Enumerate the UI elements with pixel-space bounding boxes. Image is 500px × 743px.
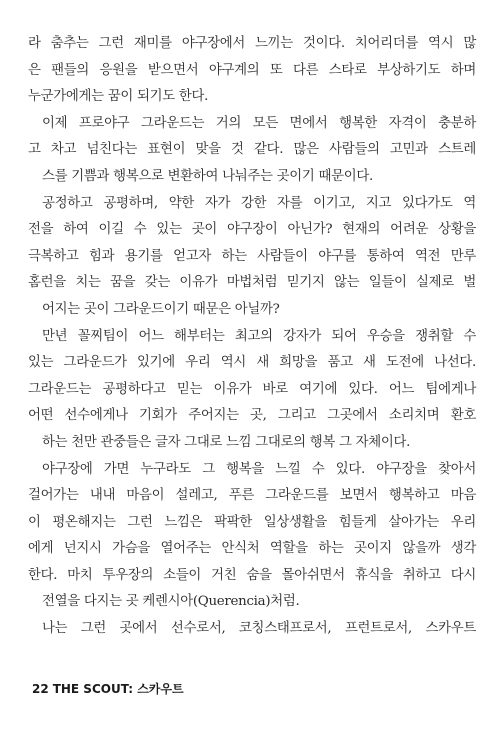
text-line: 라 춤추는 그런 재미를 야구장에서 느끼는 것이다. 치어리더를 역시 많 (28, 36, 476, 51)
paragraph (28, 616, 476, 643)
text-line: 어떤 선수에게나 기회가 주어지는 곳, 그리고 그곳에서 소리치며 환호 (28, 408, 476, 424)
text-line: 공정하고 공평하며, 약한 자가 강한 자를 이기고, 지고 있다가도 역 (42, 195, 476, 211)
text-line: 한다. 마치 투우장의 소들이 거친 숨을 몰아쉬면서 휴식을 취하고 다시 (28, 567, 476, 583)
text-line: 은 팬들의 응원을 받으면서 야구계의 또 다른 스타로 부상하기도 하며 (28, 62, 476, 78)
running-title: THE SCOUT: 스카우트 (52, 682, 184, 696)
paragraph (28, 111, 476, 191)
text-line: 걸어가는 내내 마음이 설레고, 푸른 그라운드를 보면서 행복하고 마음 (28, 488, 476, 504)
text-line: 만년 꼴찌팀이 어느 해부터는 최고의 강자가 되어 우승을 쟁취할 수 (42, 328, 476, 344)
paragraph (28, 324, 476, 457)
text-line: 그라운드는 공평하다고 믿는 이유가 바로 여기에 있다. 어느 팀에게나 (28, 381, 476, 397)
text-line: 어지는 곳이 그라운드이기 때문은 아닐까? (42, 301, 280, 317)
text-line: 하는 천만 관중들은 글자 그대로 느낌 그대로의 행복 그 자체이다. (42, 434, 411, 450)
text-line: 전열을 다지는 곳 케렌시아(Querencia)처럼. (42, 594, 300, 610)
text-line: 있는 그라운드가 있기에 우리 역시 새 희망을 품고 새 도전에 나선다. (28, 355, 476, 371)
text-line: 전을 하여 이길 수 있는 곳이 야구장이 아닌가? 현재의 어려운 상황을 (28, 222, 476, 238)
page-body (28, 31, 476, 643)
text-line: 이 평온해지는 그런 느낌은 팍팍한 일상생활을 힘들게 살아가는 우리 (28, 514, 476, 530)
text-line: 나는 그런 곳에서 선수로서, 코칭스태프로서, 프런트로서, 스카우트 (42, 621, 476, 637)
text-line: 극복하고 힘과 용기를 얻고자 하는 사람들이 야구를 통하여 역전 만루 (28, 248, 476, 264)
text-line: 이제 프로야구 그라운드는 거의 모든 면에서 행복한 자격이 충분하 (42, 115, 476, 131)
paragraph (28, 457, 476, 617)
text-line: 누군가에게는 꿈이 되기도 한다. (28, 89, 209, 105)
text-line: 스를 기쁨과 행복으로 변환하여 나눠주는 곳이기 때문이다. (42, 168, 373, 184)
text-line: 고 차고 넘친다는 표현이 맞을 것 같다. 많은 사람들의 고민과 스트레 (28, 142, 476, 158)
text-line: 야구장에 가면 누구라도 그 행복을 느낄 수 있다. 야구장을 찾아서 (42, 461, 476, 477)
paragraph (28, 31, 476, 111)
page-number: 22 (32, 682, 49, 696)
text-line: 홈런을 치는 꿈을 갖는 이유가 마법처럼 믿기지 않는 일들이 실제로 벌 (28, 275, 476, 291)
paragraph (28, 191, 476, 324)
page-footer (32, 680, 184, 697)
text-line: 에게 넌지시 가슴을 열어주는 안식처 역할을 하는 곳이지 않을까 생각 (28, 541, 476, 557)
